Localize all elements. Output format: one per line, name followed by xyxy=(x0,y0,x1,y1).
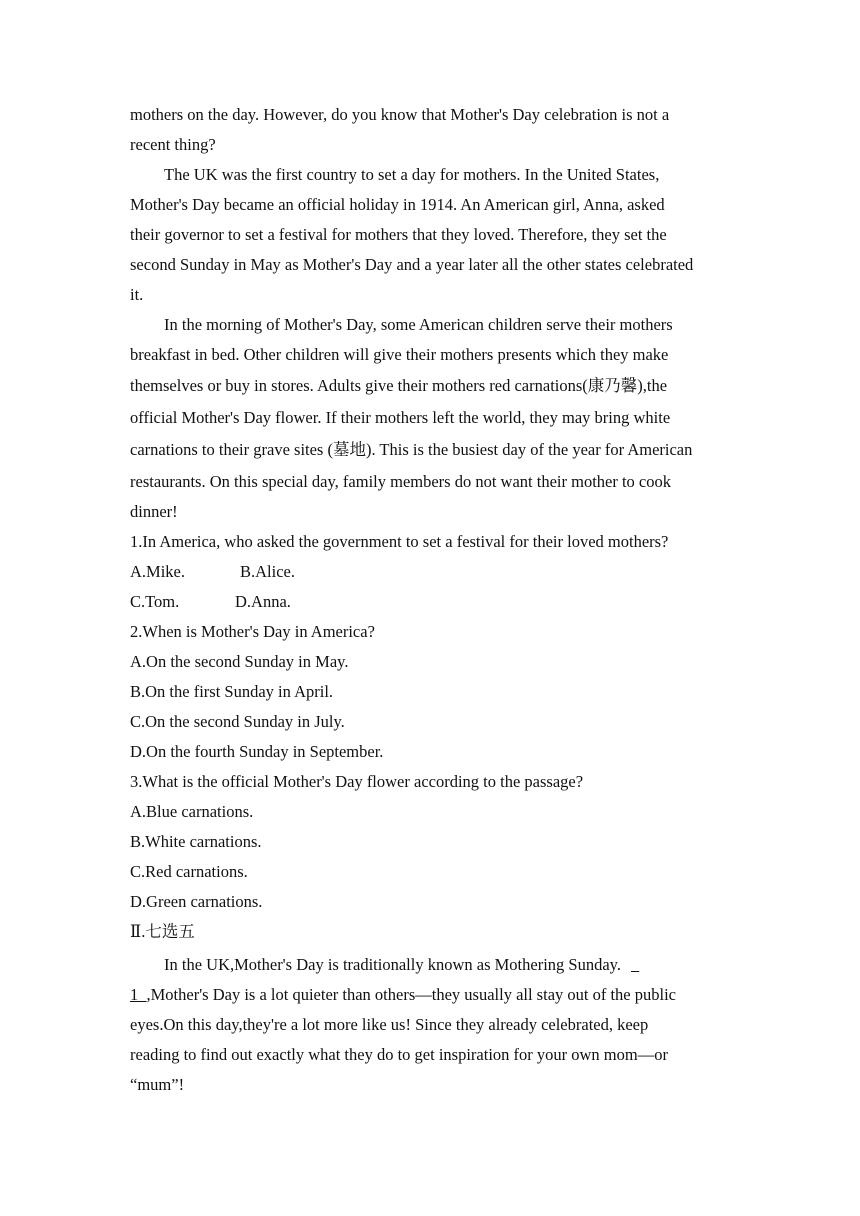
passage-line: it. xyxy=(130,285,144,304)
option: D.Green carnations. xyxy=(130,892,263,911)
option-row xyxy=(130,592,291,612)
passage-line: breakfast in bed. Other children will give their mothers presents which they make xyxy=(130,345,669,364)
passage-line: eyes.On this day,they're a lot more like us! Since they already celebrated, keep xyxy=(130,1015,649,1034)
option: A.On the second Sunday in May. xyxy=(130,652,349,671)
passage-text: In the UK,Mother's Day is traditionally known as Mothering Sunday. xyxy=(164,955,621,974)
passage-line: carnations to their grave sites (墓地). This is the busiest day of the year for American xyxy=(130,440,693,459)
passage-line xyxy=(164,955,639,975)
option: B.Alice. xyxy=(240,562,295,581)
passage-line: restaurants. On this special day, family members do not want their mother to cook xyxy=(130,472,672,491)
fill-blank xyxy=(631,955,639,974)
option: A.Blue carnations. xyxy=(130,802,254,821)
passage-line: dinner! xyxy=(130,502,178,521)
passage-text: ,Mother's Day is a lot quieter than others—they usually all stay out of the public xyxy=(146,985,676,1004)
passage-line: “mum”! xyxy=(130,1075,185,1094)
option: C.Tom. xyxy=(130,592,180,611)
question-stem: 2.When is Mother's Day in America? xyxy=(130,622,375,641)
option: C.Red carnations. xyxy=(130,862,248,881)
passage-line: reading to find out exactly what they do to get inspiration for your own mom—or xyxy=(130,1045,668,1064)
option: A.Mike. xyxy=(130,562,185,581)
passage-line: official Mother's Day flower. If their mothers left the world, they may bring white xyxy=(130,408,671,427)
passage-line: themselves or buy in stores. Adults give their mothers red carnations(康乃馨),the xyxy=(130,376,668,395)
passage-line: In the morning of Mother's Day, some American children serve their mothers xyxy=(164,315,673,334)
option: D.On the fourth Sunday in September. xyxy=(130,742,384,761)
passage-line xyxy=(130,985,676,1005)
passage-line: mothers on the day. However, do you know that Mother's Day celebration is not a xyxy=(130,105,670,124)
option: D.Anna. xyxy=(235,592,291,611)
passage-line: Mother's Day became an official holiday in 1914. An American girl, Anna, asked xyxy=(130,195,665,214)
option: B.White carnations. xyxy=(130,832,262,851)
question-stem: 3.What is the official Mother's Day flower according to the passage? xyxy=(130,772,584,791)
option-row xyxy=(130,562,295,582)
question-stem: 1.In America, who asked the government to set a festival for their loved mothers? xyxy=(130,532,669,551)
fill-blank-number: 1 xyxy=(130,985,147,1004)
passage-line: their governor to set a festival for mothers that they loved. Therefore, they set the xyxy=(130,225,667,244)
passage-line: second Sunday in May as Mother's Day and a year later all the other states celebrated xyxy=(130,255,694,274)
passage-line: The UK was the first country to set a day for mothers. In the United States, xyxy=(164,165,660,184)
passage-line: recent thing? xyxy=(130,135,216,154)
section-heading: Ⅱ.七选五 xyxy=(130,922,195,941)
option: B.On the first Sunday in April. xyxy=(130,682,334,701)
option: C.On the second Sunday in July. xyxy=(130,712,345,731)
